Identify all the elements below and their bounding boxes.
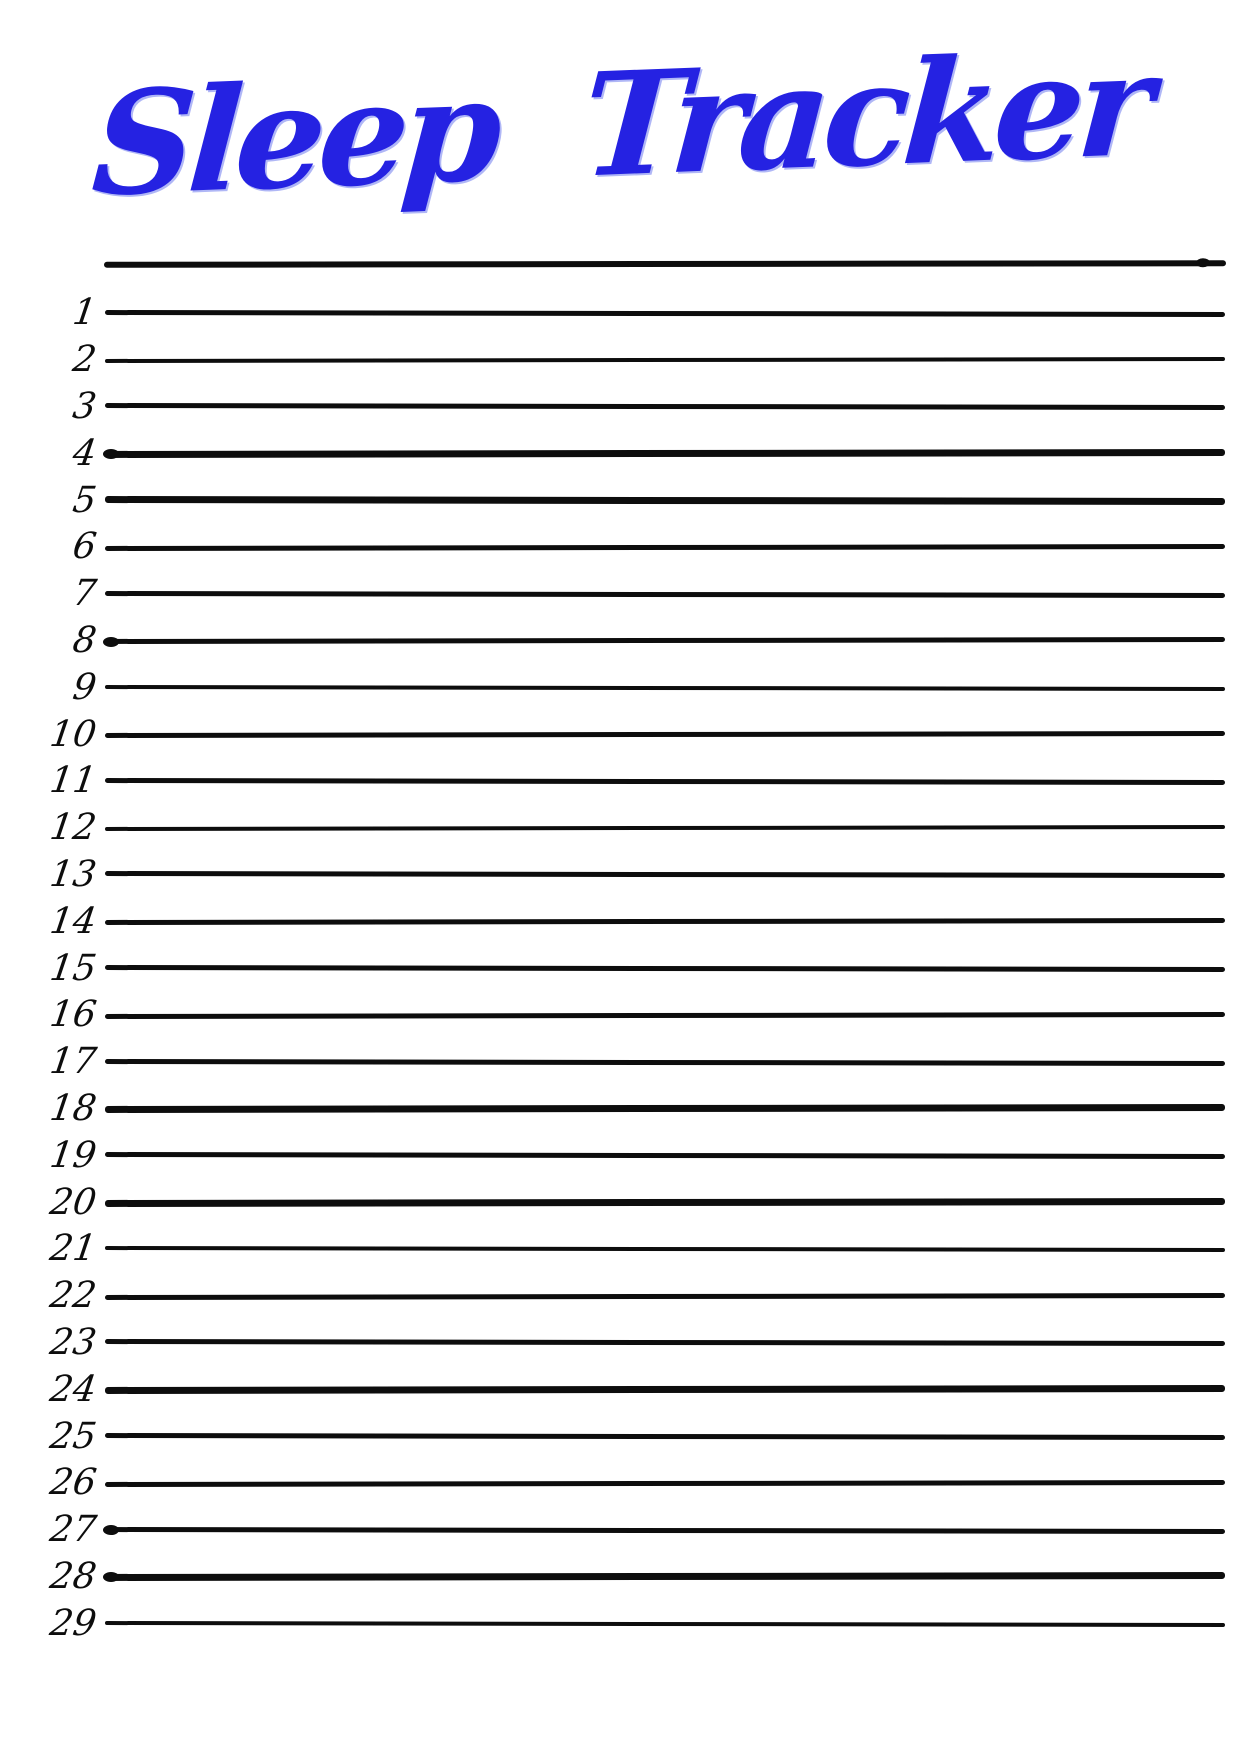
day-entry-line <box>105 637 1225 644</box>
day-row <box>0 1320 1240 1367</box>
day-number: 18 <box>47 1087 99 1129</box>
day-number: 19 <box>47 1134 99 1176</box>
day-row <box>0 805 1240 852</box>
day-row <box>0 664 1240 711</box>
day-row <box>0 852 1240 899</box>
day-number: 16 <box>47 994 99 1036</box>
day-row <box>0 1132 1240 1179</box>
day-entry-line <box>105 1527 1225 1534</box>
day-number: 14 <box>47 900 99 942</box>
day-entry-line <box>105 404 1225 411</box>
day-row <box>0 992 1240 1039</box>
day-entry-line <box>105 1339 1225 1346</box>
day-number: 5 <box>70 479 99 521</box>
day-row <box>0 898 1240 945</box>
day-entry-line <box>105 1385 1225 1394</box>
day-row <box>0 337 1240 384</box>
day-entry-line <box>105 918 1225 925</box>
day-number: 25 <box>47 1415 99 1457</box>
day-entry-line <box>105 1293 1225 1300</box>
day-number: 12 <box>47 807 99 849</box>
day-entry-line <box>105 685 1225 691</box>
day-number: 7 <box>70 573 99 615</box>
title-underline-rule <box>104 260 1226 268</box>
day-number: 24 <box>47 1368 99 1410</box>
day-entry-line <box>105 1572 1225 1581</box>
day-row <box>0 1226 1240 1273</box>
day-number: 21 <box>47 1228 99 1270</box>
day-number: 4 <box>70 432 99 474</box>
day-number: 3 <box>70 385 99 427</box>
day-number: 6 <box>70 526 99 568</box>
day-entry-line <box>105 1152 1225 1159</box>
day-entry-line <box>105 1104 1225 1113</box>
day-number: 29 <box>47 1602 99 1644</box>
day-row <box>0 524 1240 571</box>
day-row <box>0 945 1240 992</box>
day-number: 11 <box>47 760 99 802</box>
day-row <box>0 1460 1240 1507</box>
day-entry-line <box>105 731 1225 738</box>
day-number: 2 <box>70 339 99 381</box>
day-entry-line <box>105 1246 1225 1252</box>
day-entry-line <box>105 965 1225 972</box>
day-number: 22 <box>47 1275 99 1317</box>
day-number: 17 <box>47 1041 99 1083</box>
page-title: Sleep Tracker <box>88 21 1152 229</box>
day-entry-line <box>105 591 1225 598</box>
day-entry-line <box>105 310 1225 317</box>
day-row <box>0 1507 1240 1554</box>
day-row <box>0 290 1240 337</box>
day-entry-line <box>105 1198 1225 1207</box>
day-entry-line <box>105 496 1225 505</box>
day-row <box>0 384 1240 431</box>
day-number: 23 <box>47 1321 99 1363</box>
page-header <box>0 0 1240 250</box>
day-number: 26 <box>47 1462 99 1504</box>
day-number: 1 <box>70 292 99 334</box>
day-number: 15 <box>47 947 99 989</box>
day-number: 8 <box>70 619 99 661</box>
day-row <box>0 1086 1240 1133</box>
day-row <box>0 758 1240 805</box>
day-rows <box>0 290 1240 1647</box>
day-entry-line <box>105 1433 1225 1440</box>
day-entry-line <box>105 871 1225 878</box>
day-number: 20 <box>47 1181 99 1223</box>
day-number: 27 <box>47 1509 99 1551</box>
day-entry-line <box>105 1621 1225 1627</box>
day-entry-line <box>105 825 1225 831</box>
day-entry-line <box>105 1059 1225 1066</box>
day-row <box>0 1413 1240 1460</box>
day-number: 28 <box>47 1555 99 1597</box>
day-row <box>0 1554 1240 1601</box>
day-entry-line <box>105 1480 1225 1487</box>
day-row <box>0 1600 1240 1647</box>
day-row <box>0 1039 1240 1086</box>
day-entry-line <box>105 778 1225 785</box>
day-number: 13 <box>47 853 99 895</box>
day-row <box>0 571 1240 618</box>
day-row <box>0 477 1240 524</box>
day-row <box>0 1273 1240 1320</box>
day-entry-line <box>105 449 1225 458</box>
day-number: 9 <box>70 666 99 708</box>
day-row <box>0 1179 1240 1226</box>
day-row <box>0 618 1240 665</box>
day-row <box>0 1366 1240 1413</box>
day-entry-line <box>105 357 1225 363</box>
day-row <box>0 430 1240 477</box>
day-number: 10 <box>47 713 99 755</box>
day-entry-line <box>105 544 1225 551</box>
day-row <box>0 711 1240 758</box>
day-entry-line <box>105 1012 1225 1019</box>
